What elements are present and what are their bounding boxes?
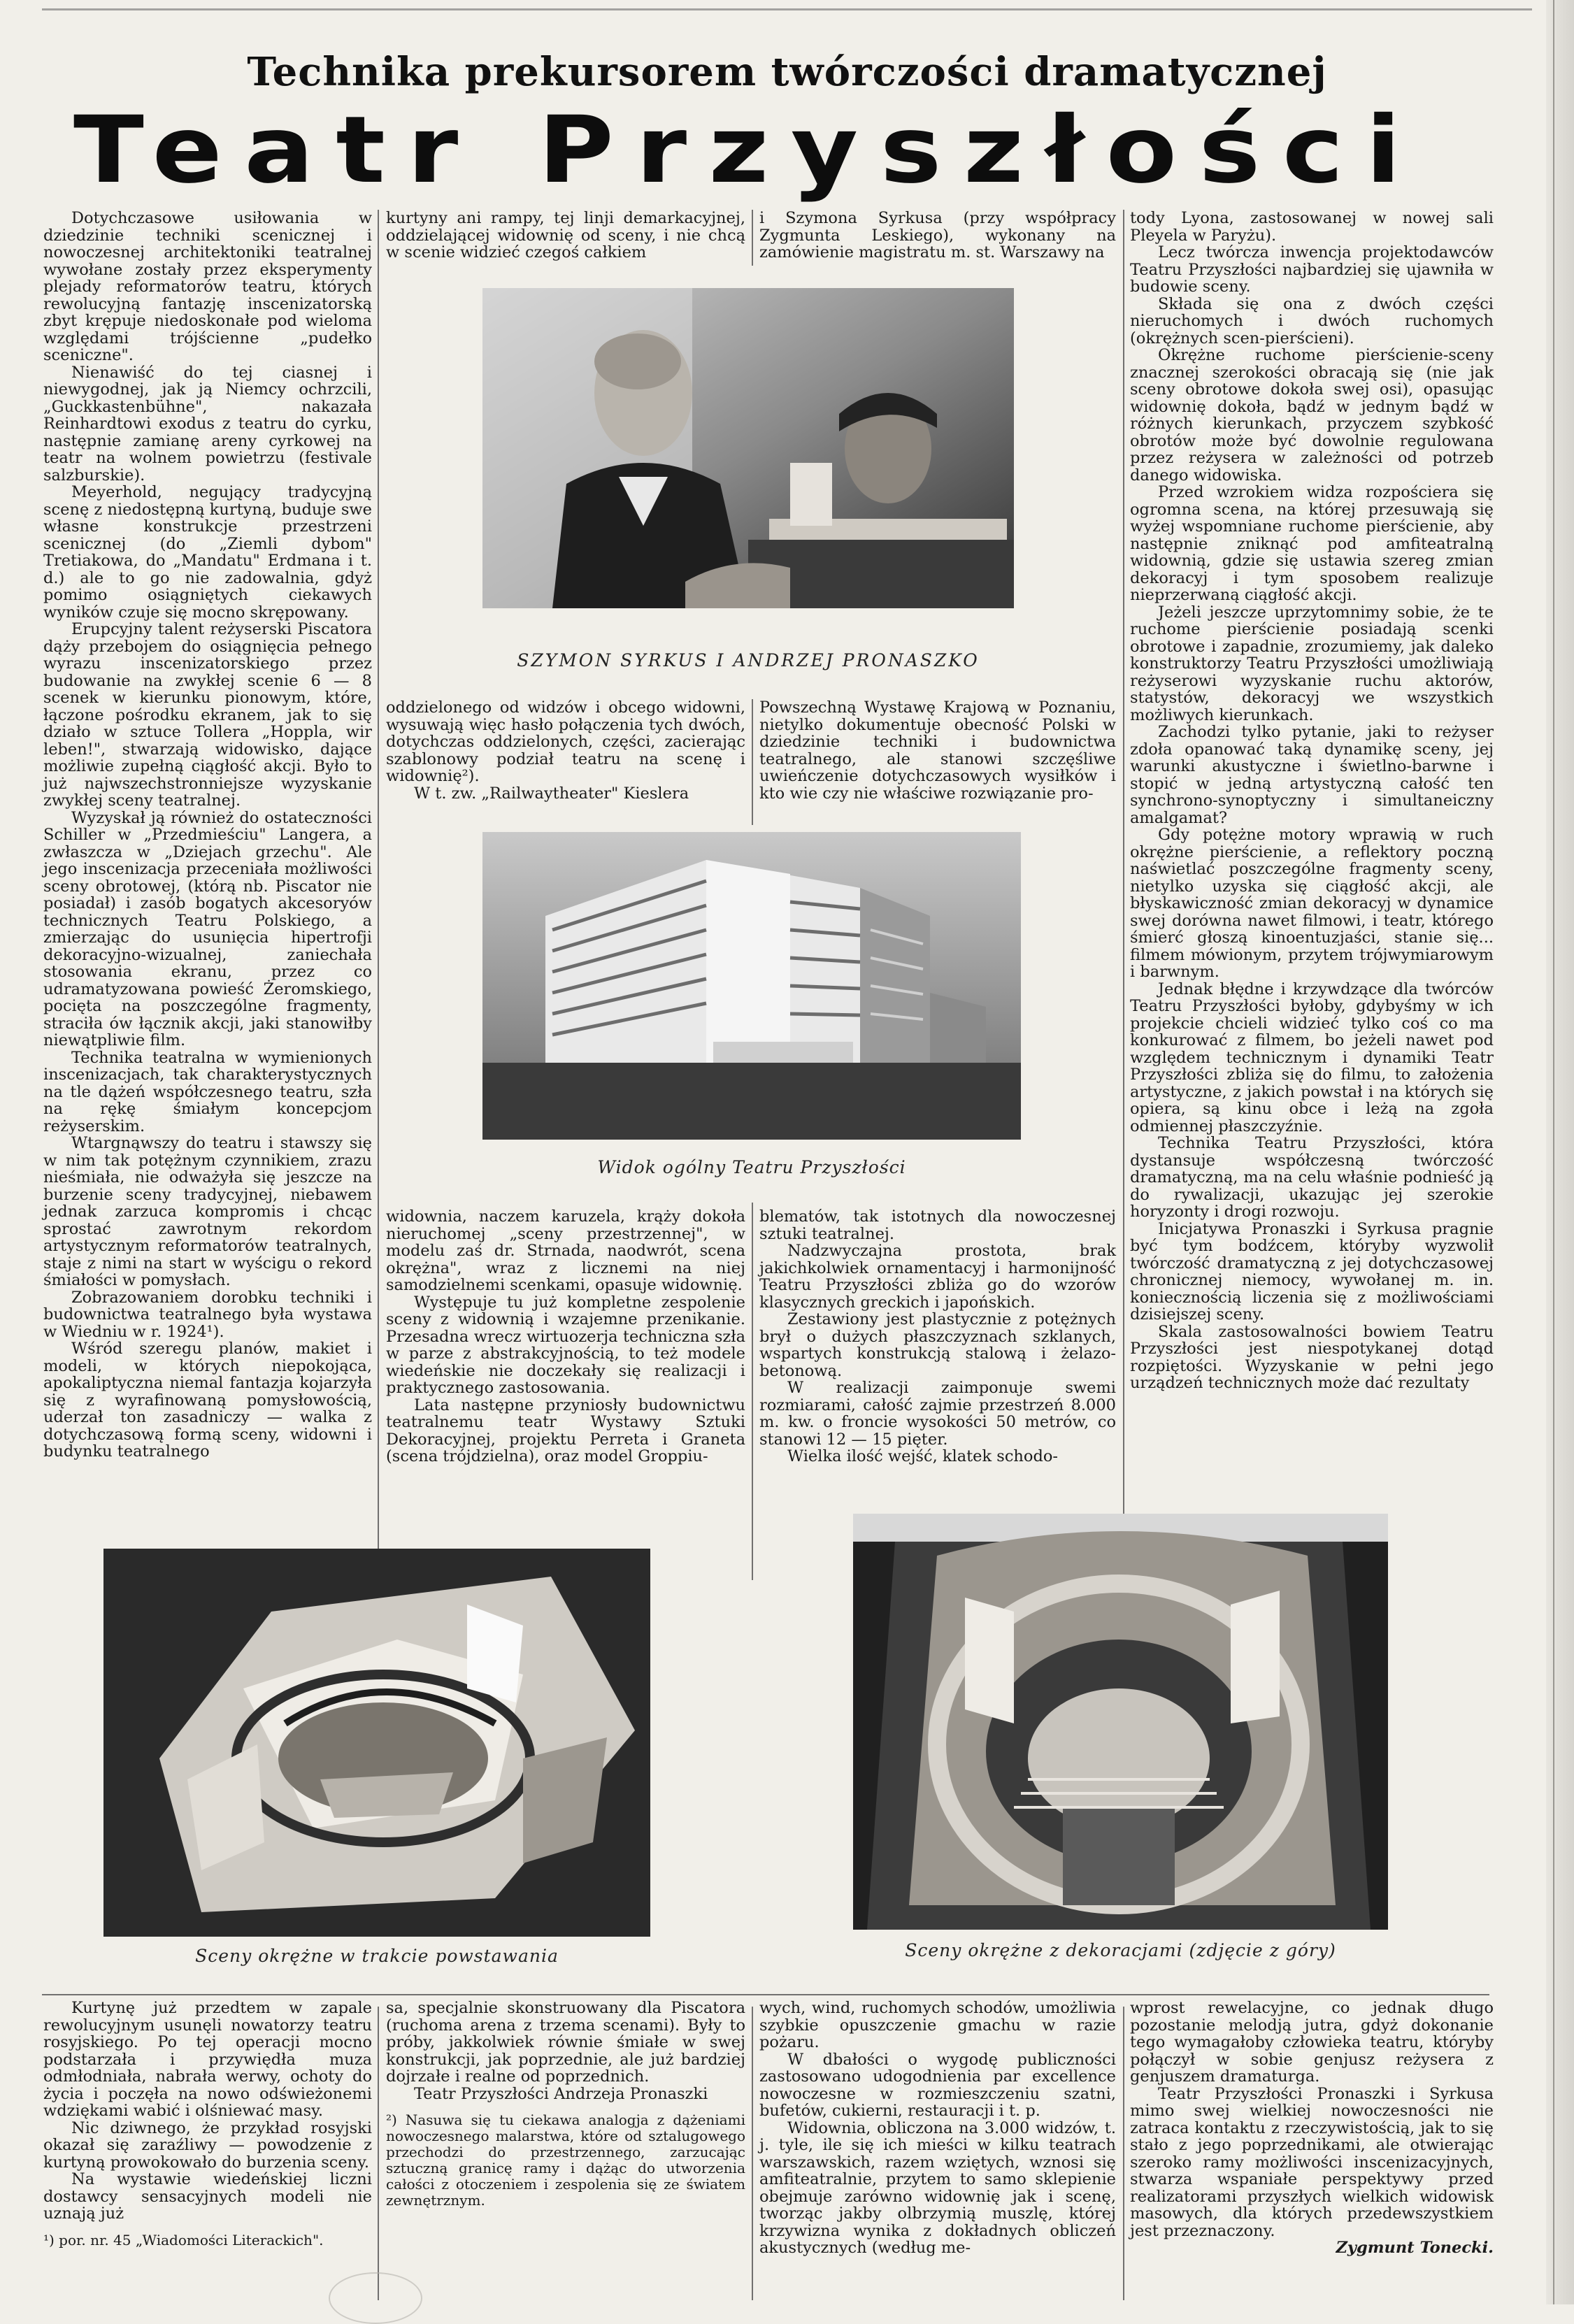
top-rule: [42, 8, 1532, 10]
paragraph: Teatr Przyszłości Pronaszki i Syrkusa mimo swej wielkiej nowoczesności nie zatraca kontaktu z rzeczywistością, jak to się stało z jego poprzednikami, ale otwierając szeroko ramy możliwości inscenizacyjnych, stwarza wspaniałe perspektywy przed realizatorami przyszłych wielkich widowisk masowych, dla których przedewszystkiem jest przeznaczony.: [1130, 2084, 1494, 2240]
article-subtitle: Technika prekursorem twórczości dramatycznej: [247, 49, 1327, 95]
paragraph: Lecz twórcza inwencja projektodawców Teatru Przyszłości najbardziej się ujawniła w budowie sceny.: [1130, 243, 1494, 296]
paragraph: W t. zw. „Railwaytheater" Kieslera: [414, 784, 689, 803]
bottom-column-1: [43, 2000, 372, 2300]
column-2-mid: [386, 699, 745, 825]
bottom-column-2: [386, 2000, 745, 2300]
column-rule: [752, 2007, 753, 2300]
paragraph: widownia, naczem karuzela, krąży dokoła nieruchomej „sceny przestrzennej", w modelu zaś dr. Strnada, naodwrót, scena okrężna", wraz z licznemi na niej samodzielnemi scenkami, opasuje widownię.: [386, 1207, 745, 1294]
paragraph: Skala zastosowalności bowiem Teatru Przyszłości jest niespotykanej dotąd rozpiętości. Wyzyskanie w pełni jego urządzeń technicznych może dać rezultaty: [1130, 1322, 1494, 1392]
column-rule: [1123, 2007, 1124, 2300]
paragraph: Zobrazowaniem dorobku techniki i budownictwa teatralnego była wystawa w Wiedniu w r. 1924¹).: [43, 1288, 372, 1341]
paragraph: Technika teatralna w wymienionych inscenizacjach, tak charakterystycznych na tle dążeń współczesnego teatru, szła na rękę śmiałym koncepcjom reżyserskim.: [43, 1048, 372, 1135]
paragraph: Zestawiony jest plastycznie z potężnych brył o dużych płaszczyznach szklanych, wspartych konstrukcją stalową i żelazo-betonową.: [759, 1310, 1116, 1380]
paragraph: i Szymona Syrkusa (przy współpracy Zygmunta Leskiego), wykonany na zamówienie magistratu m. st. Warszawy na: [759, 209, 1116, 261]
author-signature: Zygmunt Tonecki.: [1336, 2239, 1494, 2257]
column-rule: [752, 210, 753, 266]
paragraph: Wśród szeregu planów, makiet i modeli, w których niepokojąca, apokaliptyczna niemal fantazja kojarzyła się z wyrafinowaną pomysłowością, uderzał ton zasadniczy — walka z dotychczasową formą sceny, widowni i budynku teatralnego: [43, 1340, 372, 1461]
column-rule: [378, 210, 379, 1580]
paragraph: Występuje tu już kompletne zespolenie sceny z widownią i wzajemne przenikanie. Przesadna wrecz wirtuozerja techniczna szła w parze z abstrakcyjnością, to też modele wiedeńskie nie doczekały się realizacji i praktycznego zastosowania.: [386, 1293, 745, 1397]
building-photo: [482, 832, 1021, 1140]
column-rule: [752, 1203, 753, 1580]
column-rule: [378, 2007, 379, 2300]
portrait-image: [482, 288, 1014, 608]
paragraph: Przed wzrokiem widza rozpościera się ogromna scena, na której przesuwają się wyżej wspomniane ruchome pierścienie, aby następnie zniknąć pod amfiteatralną widownią, gdzie się ustawia szereg zmian dekoracyj i tym sposobem realizuje nieprzerwaną ciągłość akcji.: [1130, 483, 1494, 604]
paragraph: blematów, tak istotnych dla nowoczesnej sztuki teatralnej.: [759, 1207, 1116, 1243]
footnote: ²) Nasuwa się tu ciekawa analogja z dążeniami nowoczesnego malarstwa, które od sztalugowego przechodzi do przestrzennego, zarzucając sztuczną granicę ramy i dążąc do utworzenia całości z otoczeniem i zespolenia się ze światem zewnętrznym.: [386, 2111, 745, 2209]
paragraph: wych, wind, ruchomych schodów, umożliwia szybkie opuszczenie gmachu w razie pożaru.: [759, 1999, 1116, 2051]
paragraph: Wyzyskał ją również do ostateczności Schiller w „Przedmieściu" Langera, a zwłaszcza w „Dziejach grzechu". Ale jego inscenizacja przeceniała możliwości sceny obrotowej, (którą nb. Piscator nie posiadał) i zasób bogatych akcesoryów technicznych Teatru Polskiego, a zmierzając do usunięcia hipertrofji dekoracyjno-wizualnej, zaniechała stosowania ekranu, przez co udramatyzowana powieść Żeromskiego, pocięta na poszczególne fragmenty, straciła ów łącznik akcji, jaki stanowiłby niewątpliwie film.: [43, 808, 372, 1049]
paragraph: Zachodzi tylko pytanie, jaki to reżyser zdoła opanować taką dynamikę sceny, jej warunki akustyczne i świetlno-barwne i stopić w jedną artystyczną całość ten synchrono-synoptyczny i simultaneiczny amalgamat?: [1130, 723, 1494, 827]
stage-model-construction-image: [103, 1549, 650, 1937]
paragraph: Nic dziwnego, że przykład rosyjski okazał się zaraźliwy — powodzenie z kurtyną prowokowało do burzenia sceny.: [43, 2118, 372, 2172]
paragraph: oddzielonego od widzów i obcego widowni, wysuwają więc hasło połączenia tych dwóch, dotychczas oddzielonych, części, zacierając szablonowy podział teatru na scenę i widownię²).: [386, 698, 745, 785]
stage-model-decorations-image: [853, 1514, 1388, 1930]
paragraph: Na wystawie wiedeńskiej liczni dostawcy sensacyjnych modeli nie uznają już: [43, 2170, 372, 2223]
paragraph: W dbałości o wygodę publiczności zastosowano udogodnienia par excellence nowoczesne w rozmieszczeniu szatni, bufetów, cukierni, restauracji i t. p.: [759, 2050, 1116, 2120]
paragraph: Dotychczasowe usiłowania w dziedzinie techniki scenicznej i nowoczesnej architektoniki teatralnej wywołane zostały przez eksperymenty plejady reformatorów teatru, których rewolucyjną fantazję inscenizatorską zbyt krępuje niedoskonałe pod wieloma względami trójścienne „pudełko sceniczne".: [43, 209, 372, 364]
paragraph: W realizacji zaimponuje swemi rozmiarami, całość zajmie przestrzeń 8.000 m. kw. o froncie wysokości 50 metrów, co stanowi 12 — 15 pięter.: [759, 1379, 1116, 1449]
paragraph: Meyerhold, negujący tradycyjną scenę z niedostępną kurtyną, buduje swe własne konstrukcje przestrzeni scenicznej (do „Ziemli dybom" Tretiakowa, do „Mandatu" Erdmana i t. d.) ale to go nie zadowalnia, gdyż pomimo osiągniętych ciekawych wyników czuje się mocno skrępowany.: [43, 483, 372, 622]
library-stamp: [329, 2272, 422, 2324]
model-left-caption: Sceny okrężne w trakcie powstawania: [195, 1946, 559, 1966]
paragraph: Powszechną Wystawę Krajową w Poznaniu, nietylko dokumentuje obecność Polski w dziedzinie techniki i budownictwa teatralnego, ale stanowi szczęśliwe uwieńczenie dotychczasowych wysiłków i kto wie czy nie właściwe rozwiązanie pro-: [759, 698, 1116, 803]
column-2-low: [386, 1208, 745, 1579]
paragraph: Jeżeli jeszcze uprzytomnimy sobie, że te ruchome pierścienie posiadają scenki obrotowe i zapadnie, zrozumiemy, jak daleko konstruktorzy Teatru Przyszłości umożliwiają reżyserowi wyzyskanie ruchu aktorów, statystów, dekoracyj we wszystkich możliwych kierunkach.: [1130, 603, 1494, 724]
paragraph: Technika Teatru Przyszłości, która dystansuje współczesną twórczość dramatyczną, ma na celu właśnie podnieść ją do rywalizacji, ukazując jej szerokie horyzonty i drogi rozwoju.: [1130, 1134, 1494, 1221]
column-4: [1130, 210, 1494, 1580]
portrait-caption: SZYMON SYRKUS I ANDRZEJ PRONASZKO: [517, 650, 980, 670]
paragraph: Inicjatywa Pronaszki i Syrkusa pragnie być tym bodźcem, któryby wyzwolił twórczość dramatyczną z jej dotychczasowej chronicznej niemocy, wywołanej m. in. koniecznością liczenia się z możliwościami dzisiejszej sceny.: [1130, 1219, 1494, 1324]
paragraph: Lata następne przyniosły budownictwu teatralnemu teatr Wystawy Sztuki Dekoracyjnej, projektu Perreta i Graneta (scena trójdzielna), oraz model Groppiu-: [386, 1396, 745, 1465]
bottom-column-3: [759, 2000, 1116, 2300]
bottom-column-4: [1130, 2000, 1494, 2300]
paragraph: Składa się ona z dwóch części nieruchomych i dwóch ruchomych (okrężnych scen-pierścieni).: [1130, 294, 1494, 347]
paragraph: tody Lyona, zastosowanej w nowej sali Pleyela w Paryżu).: [1130, 209, 1494, 245]
column-3-top: [759, 210, 1116, 266]
paragraph: Nadzwyczajna prostota, brak jakichkolwiek ornamentacyj i harmonijność Teatru Przyszłości zbliża go do wzorów klasycznych greckich i japońskich.: [759, 1242, 1116, 1312]
paragraph: Widownia, obliczona na 3.000 widzów, t. j. tyle, ile się ich mieści w kilku teatrach warszawskich, razem wziętych, wznosi się amfiteatralnie, przytem to samo sklepienie obejmuje zarówno widownię jak i scenę, tworząc jakby olbrzymią muszlę, której krzywizna wynika z dokładnych obliczeń akustycznych (według me-: [759, 2118, 1116, 2257]
footnote: ¹) por. nr. 45 „Wiadomości Literackich".: [43, 2231, 324, 2248]
paragraph: Erupcyjny talent reżyserski Piscatora dąży przebojem do osiągnięcia pełnego wyrazu inscenizatorskiego przez budowanie na zwykłej scenie 6 — 8 scenek w kierunku pionowym, które, łączone pośrodku ekranem, jak to się działo w sztuce Tollera „Hoppla, wir leben!", stwarzają widowisko, dające możliwie zupełną ciągłość akcji. Było to już najwszechstronniejsze wyzyskanie zwykłej sceny teatralnej.: [43, 620, 372, 810]
column-rule: [1123, 210, 1124, 1580]
paragraph: Teatr Przyszłości Andrzeja Pronaszki: [414, 2084, 708, 2103]
section-rule: [42, 1994, 1489, 1995]
page-edge: [1546, 0, 1574, 2304]
paragraph: Okrężne ruchome pierścienie-sceny znacznej szerokości obracają się (nie jak sceny obrotowe dokoła swej osi), opasując widownię dokoła, bądź w jednym bądź w różnych kierunkach, przyczem szybkość obrotów może być dowolnie regulowana przez reżysera w zależności od potrzeb danego widowiska.: [1130, 346, 1494, 485]
model-photo-right: [853, 1514, 1388, 1930]
portrait-photo: [482, 288, 1014, 608]
paragraph: sa, specjalnie skonstruowany dla Piscatora (ruchoma arena z trzema scenami). Były to próby, jakkolwiek równie śmiałe w swej konstrukcji, jak poprzednie, ale już bardziej dojrzałe i realne od poprzednich.: [386, 1999, 745, 2086]
paragraph: Wielka ilość wejść, klatek schodo-: [787, 1447, 1059, 1465]
building-caption: Widok ogólny Teatru Przyszłości: [597, 1157, 906, 1177]
paragraph: wprost rewelacyjne, co jednak długo pozostanie melodją jutra, gdyż dokonanie tego wymagałoby człowieka teatru, któryby połączył w sobie genjusz reżysera z genjuszem dramaturga.: [1130, 1999, 1494, 2086]
model-right-caption: Sceny okrężne z dekoracjami (zdjęcie z góry): [905, 1940, 1336, 1960]
paragraph: Kurtynę już przedtem w zapale rewolucyjnym usunęli nowatorzy teatru rosyjskiego. Po tej operacji mocno podstarzała i przywiędła muza odmłodniała, nabrała werwy, ochoty do życia i poczęła na nowo odświeżonemi wdziękami wabić i olśniewać masy.: [43, 1999, 372, 2120]
paragraph: Gdy potężne motory wprawią w ruch okrężne pierścienie, a reflektory poczną naświetlać poszczególne fragmenty sceny, nietylko uzyska się ciągłość akcji, ale błyskawiczność zmian dekoracyj w dynamice swej dorówna nawet filmowi, i teatr, którego śmierć głoszą kinoentuzjaści, stanie się... filmem mówionym, przytem trójwymiarowym i barwnym.: [1130, 826, 1494, 981]
paragraph: kurtyny ani rampy, tej linji demarkacyjnej, oddzielającej widownię od sceny, i nie chcą w scenie widzieć czegoś całkiem: [386, 209, 745, 261]
model-photo-left: [103, 1549, 650, 1937]
column-3-mid: [759, 699, 1116, 825]
paragraph: Nienawiść do tej ciasnej i niewygodnej, jak ją Niemcy ochrzcili, „Guckkastenbühne", nakazała Reinhardtowi exodus z teatru do cyrku, następnie zamianę areny cyrkowej na teatr na wolnem powietrzu (festivale salzburskie).: [43, 363, 372, 485]
column-1: [43, 210, 372, 1580]
article-title: Teatr Przyszłości: [73, 96, 1423, 204]
column-2-top: [386, 210, 745, 266]
paragraph: Jednak błędne i krzywdzące dla twórców Teatru Przyszłości byłoby, gdybyśmy w ich projekcie chcieli widzieć tylko coś co ma konkurować z filmem, bo jeżeli nawet pod względem technicznym i dynamiki Teatr Przyszłości zbliża się do filmu, to założenia artystyczne, z jakich powstał i na których się opiera, są kinu obce i leżą na zgoła odmiennej płaszczyźnie.: [1130, 980, 1494, 1135]
column-rule: [752, 699, 753, 825]
paragraph: Wtargnąwszy do teatru i stawszy się w nim tak potężnym czynnikiem, zrazu nieśmiała, nie odważyła się jeszcze na burzenie sceny tradycyjnej, niebawem jednak zarzuca kompromis i chcąc sprostać zawrotnym rekordom artystycznym reformatorów teatralnych, staje z nimi na start w wyścigu o rekord śmiałości w pomysłach.: [43, 1134, 372, 1289]
building-model-image: [482, 832, 1021, 1140]
